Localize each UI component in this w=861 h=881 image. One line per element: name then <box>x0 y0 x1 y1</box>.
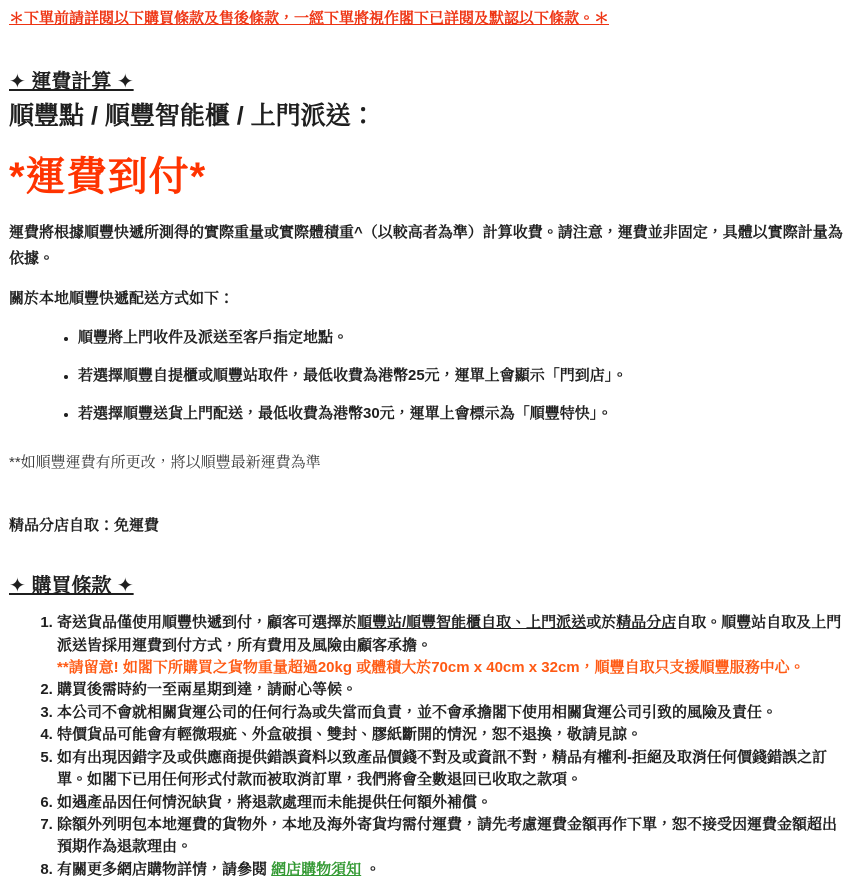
delivery-methods-heading: 順豐點 / 順豐智能櫃 / 上門派送： <box>9 102 376 130</box>
terms-text: 順豐站/順豐智能櫃自取、上門派送 <box>357 614 587 632</box>
terms-text: 有關更多網店購物詳情，請參閱 <box>57 860 272 878</box>
freight-collect-banner: *運費到付* <box>9 155 207 200</box>
bullet-item-locker-fee: • 若選擇順豐自提櫃或順豐站取件，最低收費為港幣25元，運單上會顯示「門到店」。 <box>78 365 845 387</box>
shop-guide-link[interactable]: 網店購物須知 <box>271 860 362 878</box>
terms-text: 如有出現因錯字及或供應商提供錯誤資料以致產品價錢不對及或資訊不對，精品有權利-拒絕及取消任何價錢錯誤之訂單。如閣下已用任何形式付款而被取消訂單，我們將會全數退回已收取之款項。 <box>57 748 828 789</box>
terms-item <box>57 814 845 859</box>
terms-text: 自取。順豐站自取及上門派送皆採用運費到付方式，所有費用及風險由顧客承擔。 <box>57 614 842 654</box>
terms-item <box>57 702 845 724</box>
terms-text: 。 <box>361 860 381 878</box>
warning-line <box>57 657 845 679</box>
terms-text: 購買後需時約一至兩星期到達，請耐心等候。 <box>57 681 358 699</box>
terms-text: 特價貨品可能會有輕微瑕疵、外盒破損、雙封、膠紙斷開的情況，恕不退換，敬請見諒。 <box>57 726 643 744</box>
terms-text: 本公司不會就相關貨運公司的任何行為或失當而負責，並不會承擔閣下使用相關貨運公司引致的風險及責任。 <box>57 703 778 721</box>
terms-text: 除額外列明包本地運費的貨物外，本地及海外寄貨均需付運費，請先考慮運費金額再作下單，恕不接受因運費金額超出預期作為退款理由。 <box>57 815 838 856</box>
terms-item <box>57 612 845 679</box>
store-pickup-note: 精品分店自取：免運費 <box>9 517 160 535</box>
terms-list <box>9 612 845 881</box>
size-limit-warning: **請留意! 如閣下所購買之貨物重量超過20kg 或體積大於70cm x 40cm x 32cm，順豐自取只支援順豐服務中心。 <box>57 659 805 677</box>
fee-change-note: **如順豐運費有所更改，將以順豐最新運費為準 <box>9 454 321 472</box>
local-delivery-intro: 關於本地順豐快遞配送方式如下： <box>9 290 235 308</box>
terms-item <box>57 792 845 814</box>
pre-order-warning: ＊下單前請詳閱以下購買條款及售後條款，一經下單將視作閣下已詳閱及默認以下條款。＊ <box>9 10 610 27</box>
terms-item <box>57 747 845 792</box>
terms-text: 或於 <box>586 614 617 632</box>
shipping-fee-heading: ✦ 運費計算 ✦ <box>9 71 134 93</box>
terms-text: 精品分店 <box>616 614 677 632</box>
terms-item <box>57 859 845 881</box>
purchase-terms-heading: ✦ 購買條款 ✦ <box>9 575 134 598</box>
terms-text: 寄送貨品僅使用順豐快遞到付，顧客可選擇於 <box>57 614 358 632</box>
bullet-item-door-pickup: • 順豐將上門收件及派送至客戶指定地點。 <box>78 327 845 349</box>
terms-item <box>57 724 845 746</box>
terms-text: 如遇產品因任何情況缺貨，將退款處理而未能提供任何額外補償。 <box>57 793 493 811</box>
terms-item <box>57 679 845 701</box>
fee-calc-paragraph: 運費將根據順豐快遞所測得的實際重量或實際體積重^（以較高者為準）計算收費。請注意，運費並非固定，具體以實際計量為依據。 <box>9 224 843 268</box>
bullet-item-home-delivery-fee: • 若選擇順豐送貨上門配送，最低收費為港幣30元，運單上會標示為「順豐特快」。 <box>78 403 845 425</box>
delivery-bullet-list <box>9 327 845 425</box>
